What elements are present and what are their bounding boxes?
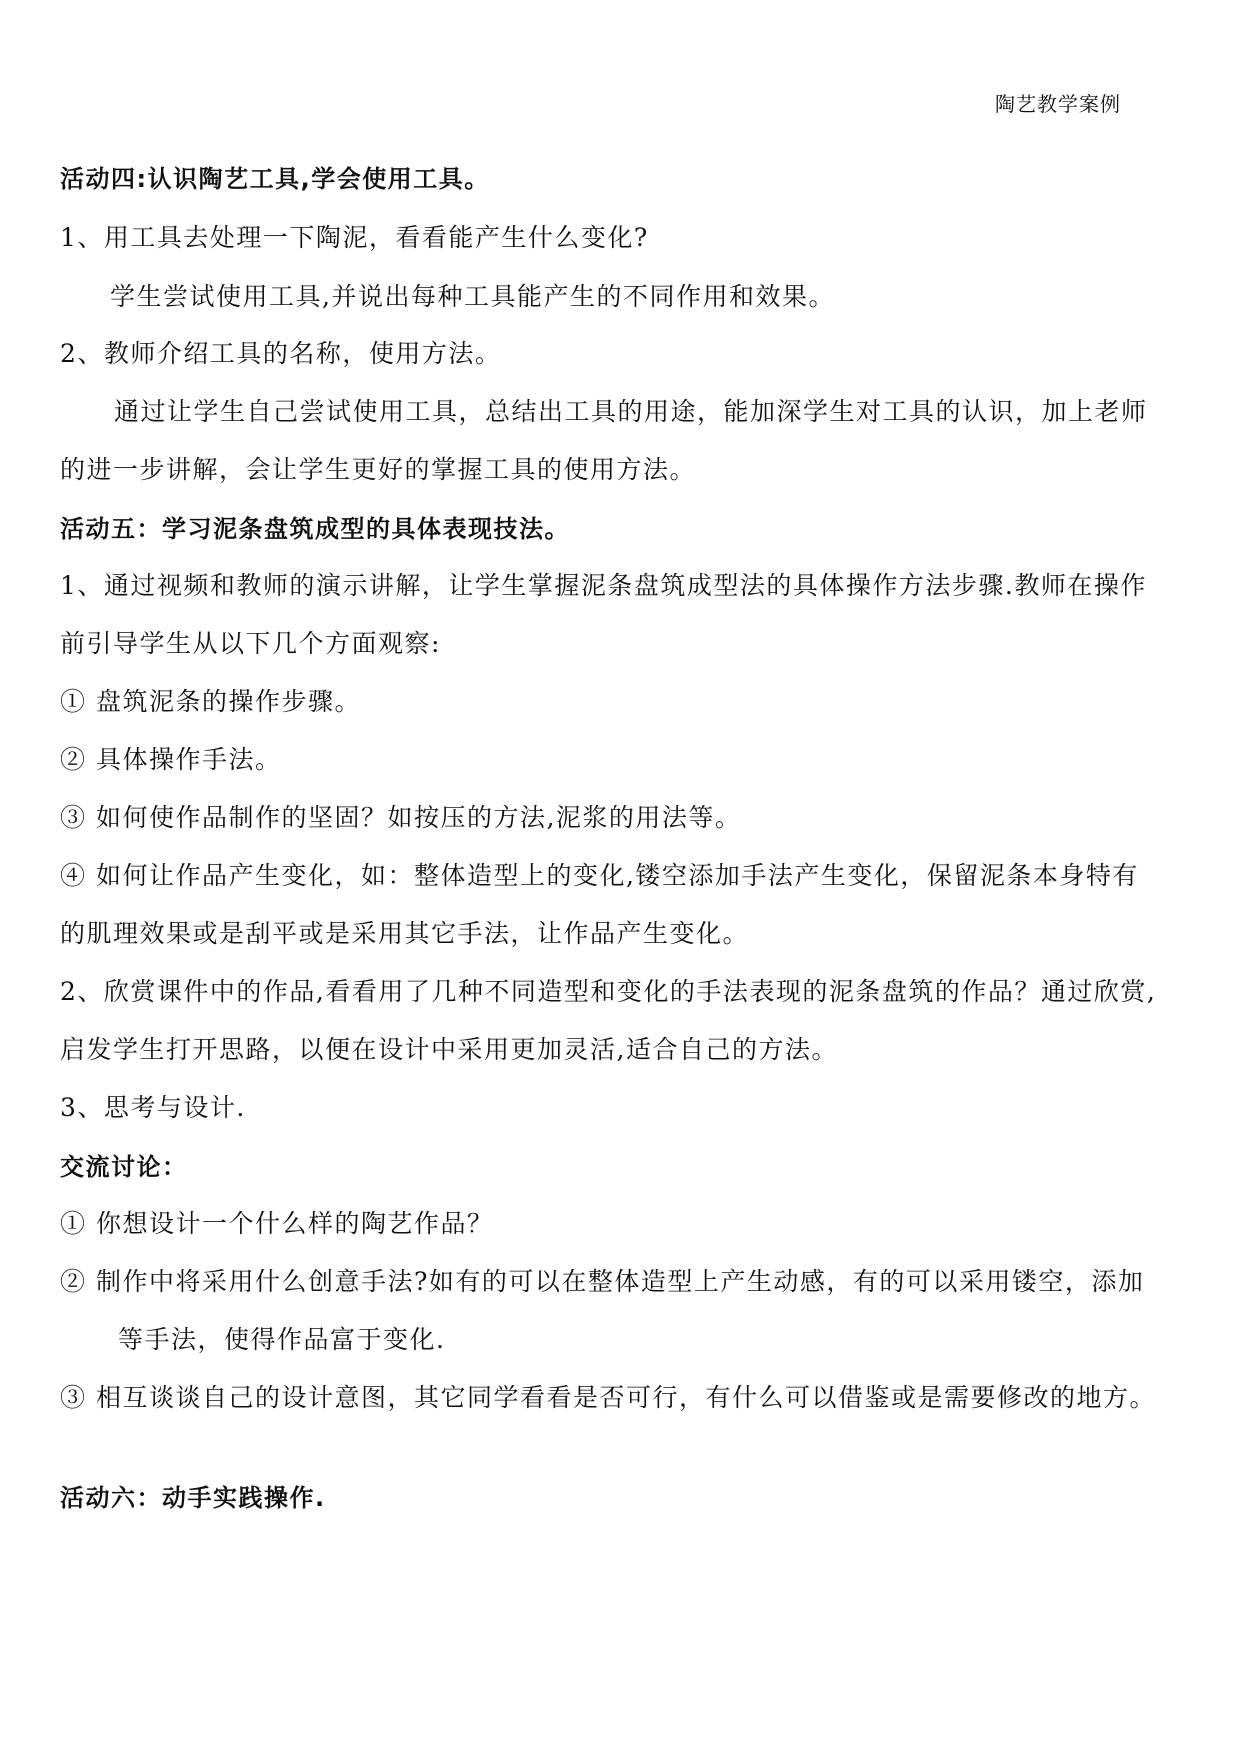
paragraph-line: 的进一步讲解，会让学生更好的掌握工具的使用方法。 xyxy=(60,455,697,484)
heading-activity-6: 活动六：动手实践操作. xyxy=(60,1484,326,1512)
running-header: 陶艺教学案例 xyxy=(995,92,1121,116)
heading-activity-4: 活动四:认识陶艺工具,学会使用工具。 xyxy=(60,165,490,193)
list-item: ② 制作中将采用什么创意手法?如有的可以在整体造型上产生动感，有的可以采用镂空，添加 xyxy=(60,1267,1145,1296)
paragraph-line: 学生尝试使用工具,并说出每种工具能产生的不同作用和效果。 xyxy=(110,282,835,311)
paragraph-line: 1、通过视频和教师的演示讲解，让学生掌握泥条盘筑成型法的具体操作方法步骤.教师在操作 xyxy=(60,571,1147,600)
list-item: ③ 如何使作品制作的坚固？如按压的方法,泥浆的用法等。 xyxy=(60,803,742,832)
paragraph-line: 通过让学生自己尝试使用工具，总结出工具的用途，能加深学生对工具的认识，加上老师 xyxy=(114,397,1148,426)
paragraph-line: 启发学生打开思路，以便在设计中采用更加灵活,适合自己的方法。 xyxy=(60,1035,838,1064)
list-item: ② 具体操作手法。 xyxy=(60,745,282,774)
heading-activity-5: 活动五：学习泥条盘筑成型的具体表现技法。 xyxy=(60,515,570,543)
paragraph-line: 2、教师介绍工具的名称，使用方法。 xyxy=(60,339,502,368)
heading-discussion: 交流讨论： xyxy=(60,1153,188,1181)
paragraph-line: 2、欣赏课件中的作品,看看用了几种不同造型和变化的手法表现的泥条盘筑的作品？通过欣赏, xyxy=(60,977,1157,1006)
paragraph-line: 的肌理效果或是刮平或是采用其它手法，让作品产生变化。 xyxy=(60,919,750,948)
list-item: ① 你想设计一个什么样的陶艺作品？ xyxy=(60,1209,494,1238)
list-item: ③ 相互谈谈自己的设计意图，其它同学看看是否可行，有什么可以借鉴或是需要修改的地方。 xyxy=(60,1383,1156,1412)
paragraph-line: 3、思考与设计. xyxy=(60,1093,246,1122)
paragraph-line: 1、用工具去处理一下陶泥，看看能产生什么变化? xyxy=(60,223,649,252)
list-item: ④ 如何让作品产生变化，如：整体造型上的变化,镂空添加手法产生变化，保留泥条本身特有 xyxy=(60,861,1139,890)
paragraph-line: 前引导学生从以下几个方面观察: xyxy=(60,629,441,658)
list-item: ① 盘筑泥条的操作步骤。 xyxy=(60,687,361,716)
paragraph-line: 等手法，使得作品富于变化. xyxy=(118,1325,446,1354)
